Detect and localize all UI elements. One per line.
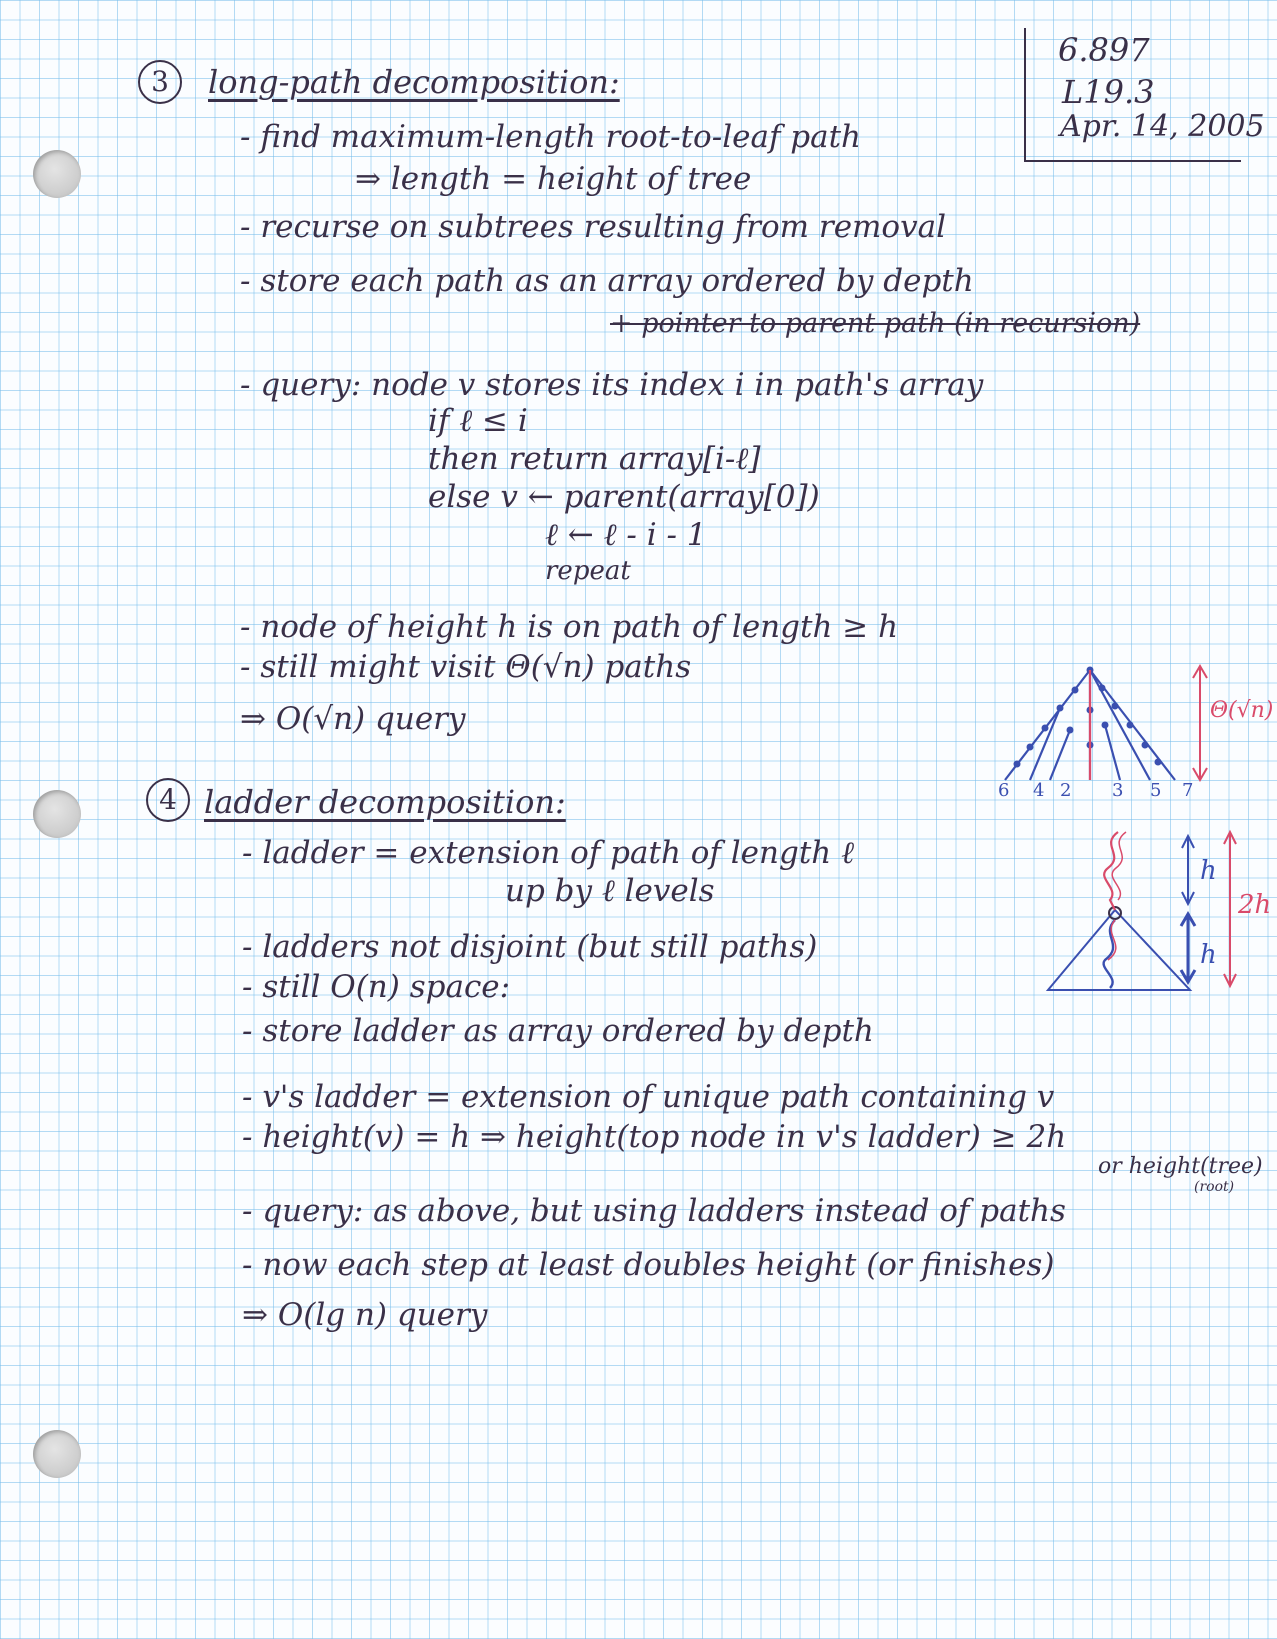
pseudocode-line: else v ← parent(array[0])	[428, 479, 820, 515]
note-line: ⇒ O(lg n) query	[242, 1297, 488, 1333]
note-line: - ladder = extension of path of length ℓ	[242, 835, 855, 871]
note-line: ⇒ O(√n) query	[240, 701, 466, 737]
leaf-label: 6	[998, 780, 1010, 801]
note-line: - store each path as an array ordered by depth	[240, 263, 974, 299]
note-line: - recurse on subtrees resulting from removal	[240, 209, 947, 245]
ladder-2h-label: 2h	[1238, 890, 1272, 920]
note-line: - height(v) = h ⇒ height(top node in v's ladder) ≥ 2h	[242, 1119, 1067, 1155]
note-line: - store ladder as array ordered by depth	[242, 1013, 874, 1049]
course-number: 6.897	[1058, 31, 1150, 69]
leaf-label: 4	[1033, 780, 1045, 801]
note-line: - find maximum-length root-to-leaf path	[240, 119, 862, 155]
note-line: - node of height h is on path of length ≥ h	[240, 609, 899, 645]
pseudocode-line: ℓ ← ℓ - i - 1	[545, 517, 707, 553]
note-line: - now each step at least doubles height (or finishes)	[242, 1247, 1055, 1283]
section-title-3: long-path decomposition:	[208, 63, 620, 101]
binder-hole	[33, 1430, 81, 1478]
leaf-label: 2	[1060, 780, 1072, 801]
section-number-3: 3	[138, 60, 182, 104]
note-line: - query: as above, but using ladders instead of paths	[242, 1193, 1066, 1229]
ladder-h-label-lower: h	[1200, 940, 1217, 970]
note-line: up by ℓ levels	[505, 873, 715, 909]
section-number-4: 4	[146, 778, 190, 822]
section-title-4: ladder decomposition:	[204, 783, 566, 821]
note-line: - v's ladder = extension of unique path containing v	[242, 1079, 1055, 1115]
binder-hole	[33, 790, 81, 838]
note-line: ⇒ length = height of tree	[355, 161, 752, 197]
note-line: - query: node v stores its index i in path's array	[240, 367, 984, 403]
binder-hole	[33, 150, 81, 198]
note-line: - ladders not disjoint (but still paths)	[242, 929, 818, 965]
note-line: - still might visit Θ(√n) paths	[240, 649, 692, 685]
pseudocode-line: repeat	[545, 556, 631, 586]
note-aside: or height(tree)	[1098, 1154, 1263, 1179]
ladder-h-label: h	[1200, 856, 1217, 886]
long-path-tree-figure	[990, 650, 1270, 800]
note-aside: (root)	[1194, 1179, 1235, 1195]
lecture-date: Apr. 14, 2005	[1060, 109, 1265, 144]
leaf-label: 3	[1112, 780, 1124, 801]
tree-height-label: Θ(√n)	[1210, 698, 1274, 723]
lecture-number: L19.3	[1062, 73, 1155, 111]
pseudocode-line: if ℓ ≤ i	[428, 403, 528, 439]
note-line-struck: + pointer to parent path (in recursion)	[610, 308, 1141, 339]
leaf-label: 7	[1182, 780, 1194, 801]
note-line: - still O(n) space:	[242, 969, 511, 1005]
pseudocode-line: then return array[i-ℓ]	[428, 441, 761, 477]
leaf-label: 5	[1150, 780, 1162, 801]
